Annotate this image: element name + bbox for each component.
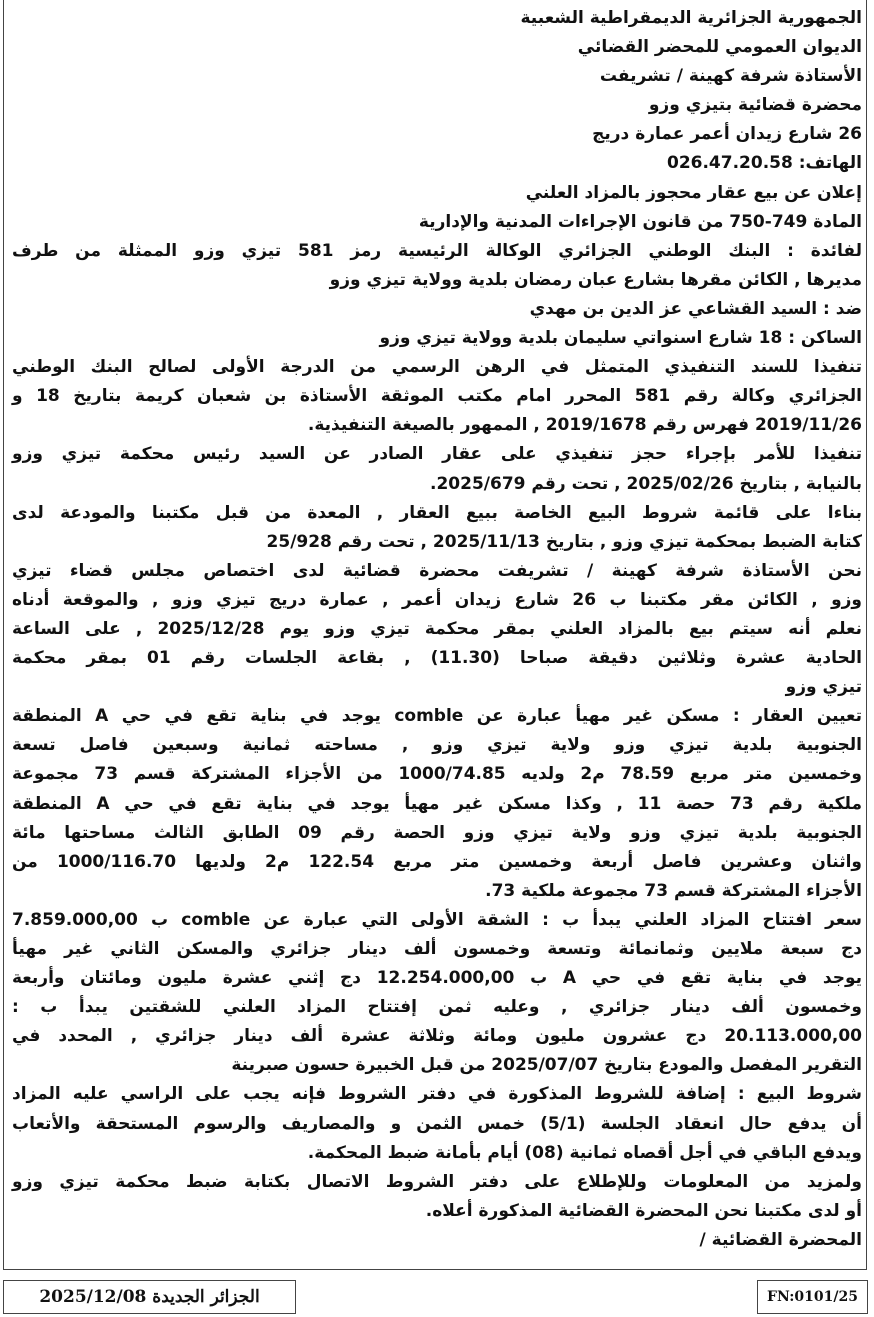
notice-line: المحضرة القضائية /: [699, 1229, 862, 1250]
reference-box: [757, 1280, 868, 1314]
notice-line: الجنوبية بلدية تيزي وزو ولاية تيزي وزو الحصة رقم 09 الطابق الثالث مساحتها مائة: [12, 822, 862, 843]
reference-number: FN:0101/25: [767, 1289, 858, 1305]
notice-line: أو لدى مكتبنا نحن المحضرة القضائية المذكورة أعلاه.: [425, 1200, 862, 1221]
notice-line: ضد : السيد القشاعي عز الدين بن مهدي: [529, 298, 862, 319]
notice-line: تنفيذا للأمر بإجراء حجز تنفيذي على عقار الصادر عن السيد رئيس محكمة تيزي وزو: [12, 444, 862, 465]
notice-line: 2019/11/26 فهرس رقم 2019/1678 , الممهور بالصيغة التنفيذية.: [307, 415, 862, 436]
notice-line: الديوان العمومي للمحضر القضائي: [577, 37, 862, 58]
notice-line: ملكية رقم 73 حصة 11 , وكذا مسكن غير مهيأ يوجد في بناية تقع في حي A المنطقة: [12, 793, 862, 814]
notice-line: بناءا على قائمة شروط البيع الخاصة ببيع العقار , المعدة من قبل مكتبنا والمودعة لدى: [12, 502, 862, 523]
publication-date: الجزائر الجديدة 2025/12/08: [39, 1287, 260, 1307]
notice-line: مديرها , الكائن مقرها بشارع عبان رمضان بلدية وولاية تيزي وزو: [329, 269, 862, 290]
notice-line: الأستاذة شرفة كهينة / تشريفت: [599, 66, 862, 87]
notice-line: المادة 749-750 من قانون الإجراءات المدنية والإدارية: [418, 211, 862, 232]
publication-box: [3, 1280, 296, 1314]
notice-line: نحن الأستاذة شرفة كهينة / تشريفت محضرة قضائية لدى اختصاص مجلس قضاء تيزي: [12, 560, 862, 581]
notice-line: الساكن : 18 شارع اسنواتي سليمان بلدية وولاية تيزي وزو: [379, 328, 862, 349]
notice-line: وخمسون ألف دينار جزائري , وعليه ثمن إفتتاح المزاد العلني للشقتين يبدأ ب :: [12, 997, 862, 1018]
notice-line: الجزائري وكالة رقم 581 المحرر امام مكتب الموثقة الأستاذة بن شعبان كريمة بتاريخ 18 و: [12, 386, 862, 407]
notice-line: محضرة قضائية بتيزي وزو: [648, 95, 862, 116]
notice-line: الحادية عشرة وثلاثين دقيقة صباحا (11.30) , بقاعة الجلسات رقم 01 بمقر محكمة: [12, 648, 862, 669]
notice-line: دج سبعة ملايين وثمانمائة وتسعة وخمسون ألف دينار جزائري والمسكن الثاني غير مهيأ: [12, 939, 862, 959]
notice-line: وخمسين متر مربع 78.59 م2 ولديه 1000/74.85 من الأجزاء المشتركة قسم 73 مجموعة: [12, 764, 862, 785]
notice-line: 26 شارع زيدان أعمر عمارة دريج: [592, 124, 862, 145]
notice-line: الجنوبية بلدية تيزي وزو ولاية تيزي وزو , مساحته ثمانية وسبعين فاصل تسعة: [12, 735, 862, 756]
notice-line: نعلم أنه سيتم بيع بالمزاد العلني بمقر محكمة تيزي وزو يوم 2025/12/28 , على الساعة: [12, 618, 863, 639]
notice-line: إعلان عن بيع عقار محجوز بالمزاد العلني: [525, 182, 862, 203]
notice-line: واثنان وعشرين فاصل أربعة وخمسين متر مربع 122.54 م2 ولديها 1000/116.70 من: [12, 851, 862, 872]
notice-line: الجمهورية الجزائرية الديمقراطية الشعبية: [520, 8, 862, 28]
notice-line: ولمزيد من المعلومات وللإطلاع على دفتر الشروط الاتصال بكتابة ضبط محكمة تيزي وزو: [12, 1171, 862, 1192]
notice-line: وزو , الكائن مقر مكتبنا ب 26 شارع زيدان أعمر , عمارة دريج تيزي وزو , والموقعة أدناه: [12, 589, 862, 610]
notice-line: بالنيابة , بتاريخ 2025/02/26 , تحت رقم 2025/679.: [430, 473, 862, 494]
notice-line: 20.113.000,00 دج عشرون مليون ومائة وثلاثة عشرة ألف دينار جزائري , المحدد في: [12, 1026, 862, 1047]
notice-body: [12, 4, 862, 1255]
notice-line: كتابة الضبط بمحكمة تيزي وزو , بتاريخ 2025/11/13 , تحت رقم 25/928: [266, 531, 862, 552]
notice-line: تعيين العقار : مسكن غير مهيأ عبارة عن comble يوجد في بناية تقع في حي A المنطقة: [12, 706, 862, 727]
notice-line: لفائدة : البنك الوطني الجزائري الوكالة الرئيسية رمز 581 تيزي وزو الممثلة من طرف: [12, 240, 863, 261]
notice-line: أن يدفع حال انعقاد الجلسة (5/1) خمس الثمن و والمصاريف والرسوم المستحقة والأتعاب: [12, 1113, 862, 1134]
notice-line: تيزي وزو: [785, 677, 862, 698]
notice-line: التقرير المفصل والمودع بتاريخ 2025/07/07 من قبل الخبيرة حسون صبرينة: [231, 1055, 862, 1076]
notice-line: الهاتف: 026.47.20.58: [666, 153, 862, 174]
notice-line: يوجد في بناية تقع في حي A ب 12.254.000,00 دج إثني عشرة مليون ومائتان وأربعة: [12, 968, 863, 989]
notice-line: سعر افتتاح المزاد العلني يبدأ ب : الشقة الأولى التي عبارة عن comble ب 7.859.000,00: [12, 909, 863, 930]
notice-line: الأجزاء المشتركة قسم 73 مجموعة ملكية 73.: [485, 880, 862, 901]
notice-line: تنفيذا للسند التنفيذي المتمثل في الرهن الرسمي من الدرجة الأولى لصالح البنك الوطني: [12, 357, 862, 378]
notice-line: شروط البيع : إضافة للشروط المذكورة في دفتر الشروط فإنه يجب على الراسي عليه المزاد: [12, 1084, 862, 1105]
notice-line: ويدفع الباقي في أجل أقصاه ثمانية (08) أيام بأمانة ضبط المحكمة.: [307, 1142, 862, 1163]
